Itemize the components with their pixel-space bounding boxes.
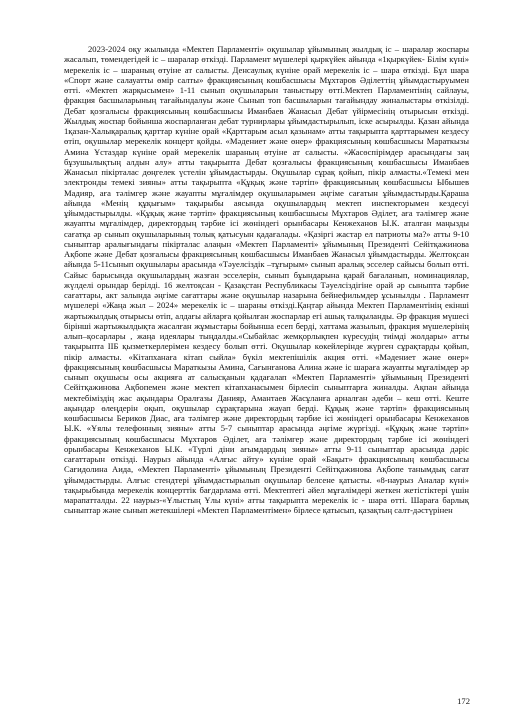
body-paragraph: 2023-2024 оқу жылында «Мектеп Парламенті» оқушылар ұйымының жылдық іс – шаралар жоспары жасалып, төмендегідей іс – шаралар өткізді. Парламент мүшелері қыркүйек айында «1қыркүйек- Білім күні» мерекелік іс – шараның өтуіне ат салысты. Денсаулық күніне орай мерекелік іс – шара өткізді. Бұл шара «Спорт және салауатты өмір салты» фракциясының көшбасшысы Мұхтаров Әділеттің ұйымдастыруымен өтті. «Мектеп жарқысымен» 1-11 сынып оқушыларын таныстыру өтті.Мектеп Парламентінің сайлауы, фракция басшыларының тағайындалуы және Сынып топ басшыларын тағайындау жиналыстары өткізілді. Дебат қозғалысы фракциясының көшбасшысы Иманбаев Жанасыл Дебат үйірмесінің отырысын өткізді. Жылдық жоспар бойынша жоспарланған дебат турнирлары ұйымдастырылып, іске асырылды. Қазан айында 1қазан-Халықаралық қарттар күніне орай «Қарттарым асыл қазынам» атты тақырыпта қарттарымен кездесу өтіп, оқушылар мерекелік концерт қойды. «Мәдениет және өнер» фракциясының көшбасшысы Мараткызы Амина Ұстаздар күніне орай мерекелік шараның өтуіне ат салысты. «Жасөспірімдер арасындағы заң бұзушылықтың алдын алу» атты тақырыпта Дебат қозғалысы фракциясының көшбасшысы Иманбаев Жанасыл пікірталас дөңгелек үстелін ұйымдастырды. Оқушылар сұрақ қойып, пікір алмасты.«Темекі мен электронды темекі зияны» атты тақырыпта «Құқық және тәртіп» фракциясының көшбасшысы Ыбышев Мадияр, аға тәлімгер және жауапты мұғалімдер оқушыларымен әңгіме сағатын ұйымдастырды.Қараша айында «Менің құқығым» тақырыбы аясында оқушылардың мектеп инспекторымен кездесуі ұйымдастырылды. «Құқық және тәртіп» фракциясының көшбасшысы Мұхтаров Әділет, аға тәлімгер және жауапты мұғалімдер, директордың тәрбие ісі жөніндегі орынбасары Кенжеханов Ы.К. аталған маңызды сағатқа әр сынып оқушыларының толық қатысуын қадағалады. «Қазіргі жастар ел патриоты ма?» атты 9-10 сыныптар аралығындағы пікірталас алаңын «Мектеп Парламенті» ұйымының Президенті Сейітқажинова Ақбопе және Дебат қозғалысы фракциясының көшбасшысы Иманбаев Жанасыл ұйымдастырды. Желтоқсан айында 5-11сынып оқушылары арасында «Тәуелсіздік –тұғырым» сынып аралық эсселер сайысы болып өтті. Сайыс барысында оқушылардың жазған эсселерін, сынып бұындарына қарай бағаланып, номинациялар, жүлделі орындар берілді. 16 желтоқсан - Қазақстан Республикасы Тәуелсіздігіне орай әр сыныпта тәрбие сағаттары, акт залында әңгіме сағаттары және оқушылар назарына бейнефильмдер ұсынылды . Парламент мүшелері «Жаңа жыл – 2024» мерекелік іс – шараны өткізді.Қаңтар айында Мектеп Парламентінің екінші жартыжылдық отырысы өтіп, алдағы айларға қойылған жоспарлар егі ашық талқыланды. Әр фракция мүшесі бірінші жартыжылдықта жасалған жұмыстары бойынша есеп берді, хаттама жазылып, фракция мүшелерінің алып–қосарлары , жаңа идеялары тыңдалды.«Сыбайлас жемқорлықпен күресудің тиімді жолдары» атты тақырыпта ІІБ қызметкерлерімен кездесу болып өтті. Оқушылар көкейлеріндe жүрген сұрақтарды қойып, пікір алмасты. «Кітапханаға кітап сыйла» бүкіл мектепішілік акция өтті. «Мәдениет және өнер» фракциясының көшбасшысы Мараткызы Амина, Сағынғанова Алина және іс шараға жауапты мұғалімдер әр сынып оқушысы осы акцияға ат салысқанын қадағалап «Мектеп Парламенті» ұйымының Президенті Сейітқажинова Ақбопемен және мектеп кітапханасымен бірлесіп сыныптарға жиналды. Ақпан айында мектебімiздің жас ақындары Оралғазы Данияр, Амантаев Жасұланға арналған әдеби – кеш өтті. Кеште ақындар өлеңдерін оқып, оқушылар сұрақтарына жауап берді. Құқық және тәртіп» фракциясының көшбасшысы Бериков Диас, аға тәлімгер және директордың тәрбие ісі жөніндегі орынбасары Кенжеханов Ы.К. «Ұялы телефонның зияны» атты 5-7 сыныптар арасында әңгіме жүргізді. «Құқық және тәртіп» фракциясының көшбасшысы Мұхтаров Әділет, аға тәлімгер және директордың тәрбие ісі жөніндегі орынбасары Кенжеханов Ы.К. «Түрлі діни ағымдардың зияны» атты 9-11 сыныптар арасында дәріс сағаттарын өткізді. Наурыз айында «Алғыс айту» күніне орай «Бақыт» фракциясының көшбасшысы Сағидолина Аида, «Мектеп Парламенті» ұйымының Президенті Сейітқажинова Ақбопе танымдық сағат ұйымдастырды. Алғыс стендтері ұйымдастырылып оқушылар белсене қатысты. «8-наурыз Аналар күні» тақырыбында мерекелік концерттік бағдарлама өтті. Мектептегі әйел мұғалімдері жеткен жетістіктері үшін марапатталды. 22 наурыз-«Ұлыстың Ұлы күні» атты тақырыпта мерекелік іс - шара өтті. Шараға барлық сыныптар және сынып жетекшілері «Мектеп Парламентімен» бірлесе қатысып, қазақтың салт-дәстүрінен (64, 44, 469, 516)
page-number: 172 (457, 696, 470, 706)
body-text (64, 44, 469, 692)
